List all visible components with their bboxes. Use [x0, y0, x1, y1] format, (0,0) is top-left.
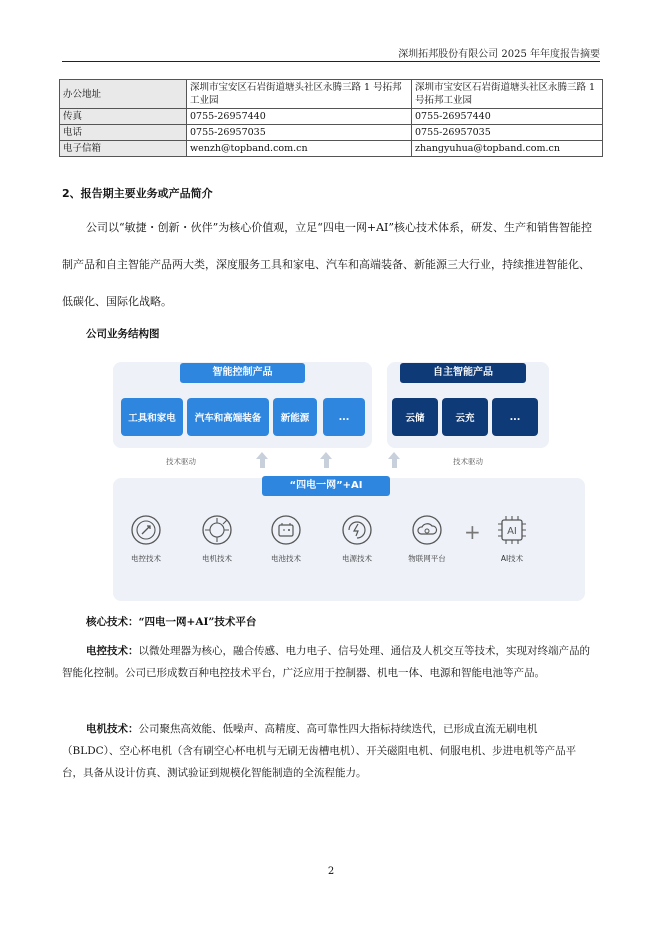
business-structure-diagram — [62, 348, 588, 604]
self-product-title: 自主智能产品 — [400, 363, 526, 383]
cell-value: 0755-26957440 — [187, 109, 412, 125]
tile-cloud-charge: 云充 — [442, 398, 488, 436]
power-icon — [341, 514, 373, 546]
cell-value: 0755-26957035 — [187, 125, 412, 141]
row-label: 电话 — [60, 125, 187, 141]
business-paragraph: 公司以“敏捷・创新・伙伴”为核心价值观，立足“四电一网+AI”核心技术体系，研发、生产和销售智能控制产品和自主智能产品两大类，深度服务工具和家电、汽车和高端装备、新能源三大行业，持续推进智能化、低碳化、国际化战略。 — [62, 221, 592, 308]
tech-power — [327, 514, 387, 564]
table-row — [60, 80, 603, 109]
tech-iot — [397, 514, 457, 564]
table-row — [60, 125, 603, 141]
cell-value: wenzh@topband.com.cn — [187, 141, 412, 157]
header-title: 深圳拓邦股份有限公司 2025 年年度报告摘要 — [398, 49, 600, 60]
tech-label: 电源技术 — [342, 554, 372, 563]
ai-chip-icon — [496, 514, 528, 546]
platform-title: “四电一网”+AI — [262, 476, 390, 496]
tech-label: 物联网平台 — [408, 554, 446, 563]
core-item-control — [62, 640, 594, 684]
core-item-motor — [62, 718, 594, 784]
cloud-icon — [411, 514, 443, 546]
tech-control — [116, 514, 176, 564]
tech-drive-label-right: 技术驱动 — [453, 457, 483, 466]
tile-cloud-storage: 云储 — [392, 398, 438, 436]
svg-text:AI: AI — [507, 526, 517, 537]
tech-drive-label-left: 技术驱动 — [166, 457, 196, 466]
tile-more-left: ... — [323, 398, 365, 436]
cell-value: 0755-26957035 — [412, 125, 603, 141]
row-label: 传真 — [60, 109, 187, 125]
diagram-title: 公司业务结构图 — [86, 328, 160, 340]
tile-new-energy: 新能源 — [273, 398, 317, 436]
term-label: 电机技术： — [86, 723, 139, 735]
tech-battery — [256, 514, 316, 564]
tile-tools-appliances: 工具和家电 — [121, 398, 183, 436]
section-title: 2、报告期主要业务或产品简介 — [62, 187, 213, 200]
contact-info-table — [59, 79, 603, 157]
tech-label: 电池技术 — [271, 554, 301, 563]
control-icon — [130, 514, 162, 546]
table-row — [60, 109, 603, 125]
tech-label: 电机技术 — [202, 554, 232, 563]
page-number: 2 — [327, 866, 335, 877]
tile-auto-equipment: 汽车和高端装备 — [187, 398, 269, 436]
row-label: 办公地址 — [60, 80, 187, 109]
tile-more-right: ... — [492, 398, 538, 436]
row-label: 电子信箱 — [60, 141, 187, 157]
cell-value: 深圳市宝安区石岩街道塘头社区永腾三路 1 号拓邦工业园 — [412, 80, 603, 109]
tech-label: 电控技术 — [131, 554, 161, 563]
battery-icon — [270, 514, 302, 546]
cell-value: 深圳市宝安区石岩街道塘头社区永腾三路 1 号拓邦工业园 — [187, 80, 412, 109]
table-row — [60, 141, 603, 157]
tech-label: AI技术 — [500, 554, 524, 563]
smart-control-title: 智能控制产品 — [180, 363, 305, 383]
plus-icon: + — [464, 520, 481, 544]
tech-motor — [187, 514, 247, 564]
page-header — [62, 43, 600, 62]
term-text: 公司聚焦高效能、低噪声、高精度、高可靠性四大指标持续迭代，已形成直流无刷电机（BLDC）、空心杯电机（含有刷空心杯电机与无刷无齿槽电机）、开关磁阻电机、伺服电机、步进电机等产品平台，具备从设计仿真、测试验证到规模化智能制造的全流程能力。 — [62, 723, 577, 779]
cell-value: zhangyuhua@topband.com.cn — [412, 141, 603, 157]
term-text: 以微处理器为核心，融合传感、电力电子、信号处理、通信及人机交互等技术，实现对终端产品的智能化控制。公司已形成数百种电控技术平台，广泛应用于控制器、机电一体、电源和智能电池等产品。 — [62, 645, 590, 679]
core-tech-title: 核心技术：“四电一网+AI”技术平台 — [86, 616, 257, 628]
motor-icon — [201, 514, 233, 546]
tech-ai — [482, 514, 542, 564]
term-label: 电控技术： — [86, 645, 139, 657]
cell-value: 0755-26957440 — [412, 109, 603, 125]
